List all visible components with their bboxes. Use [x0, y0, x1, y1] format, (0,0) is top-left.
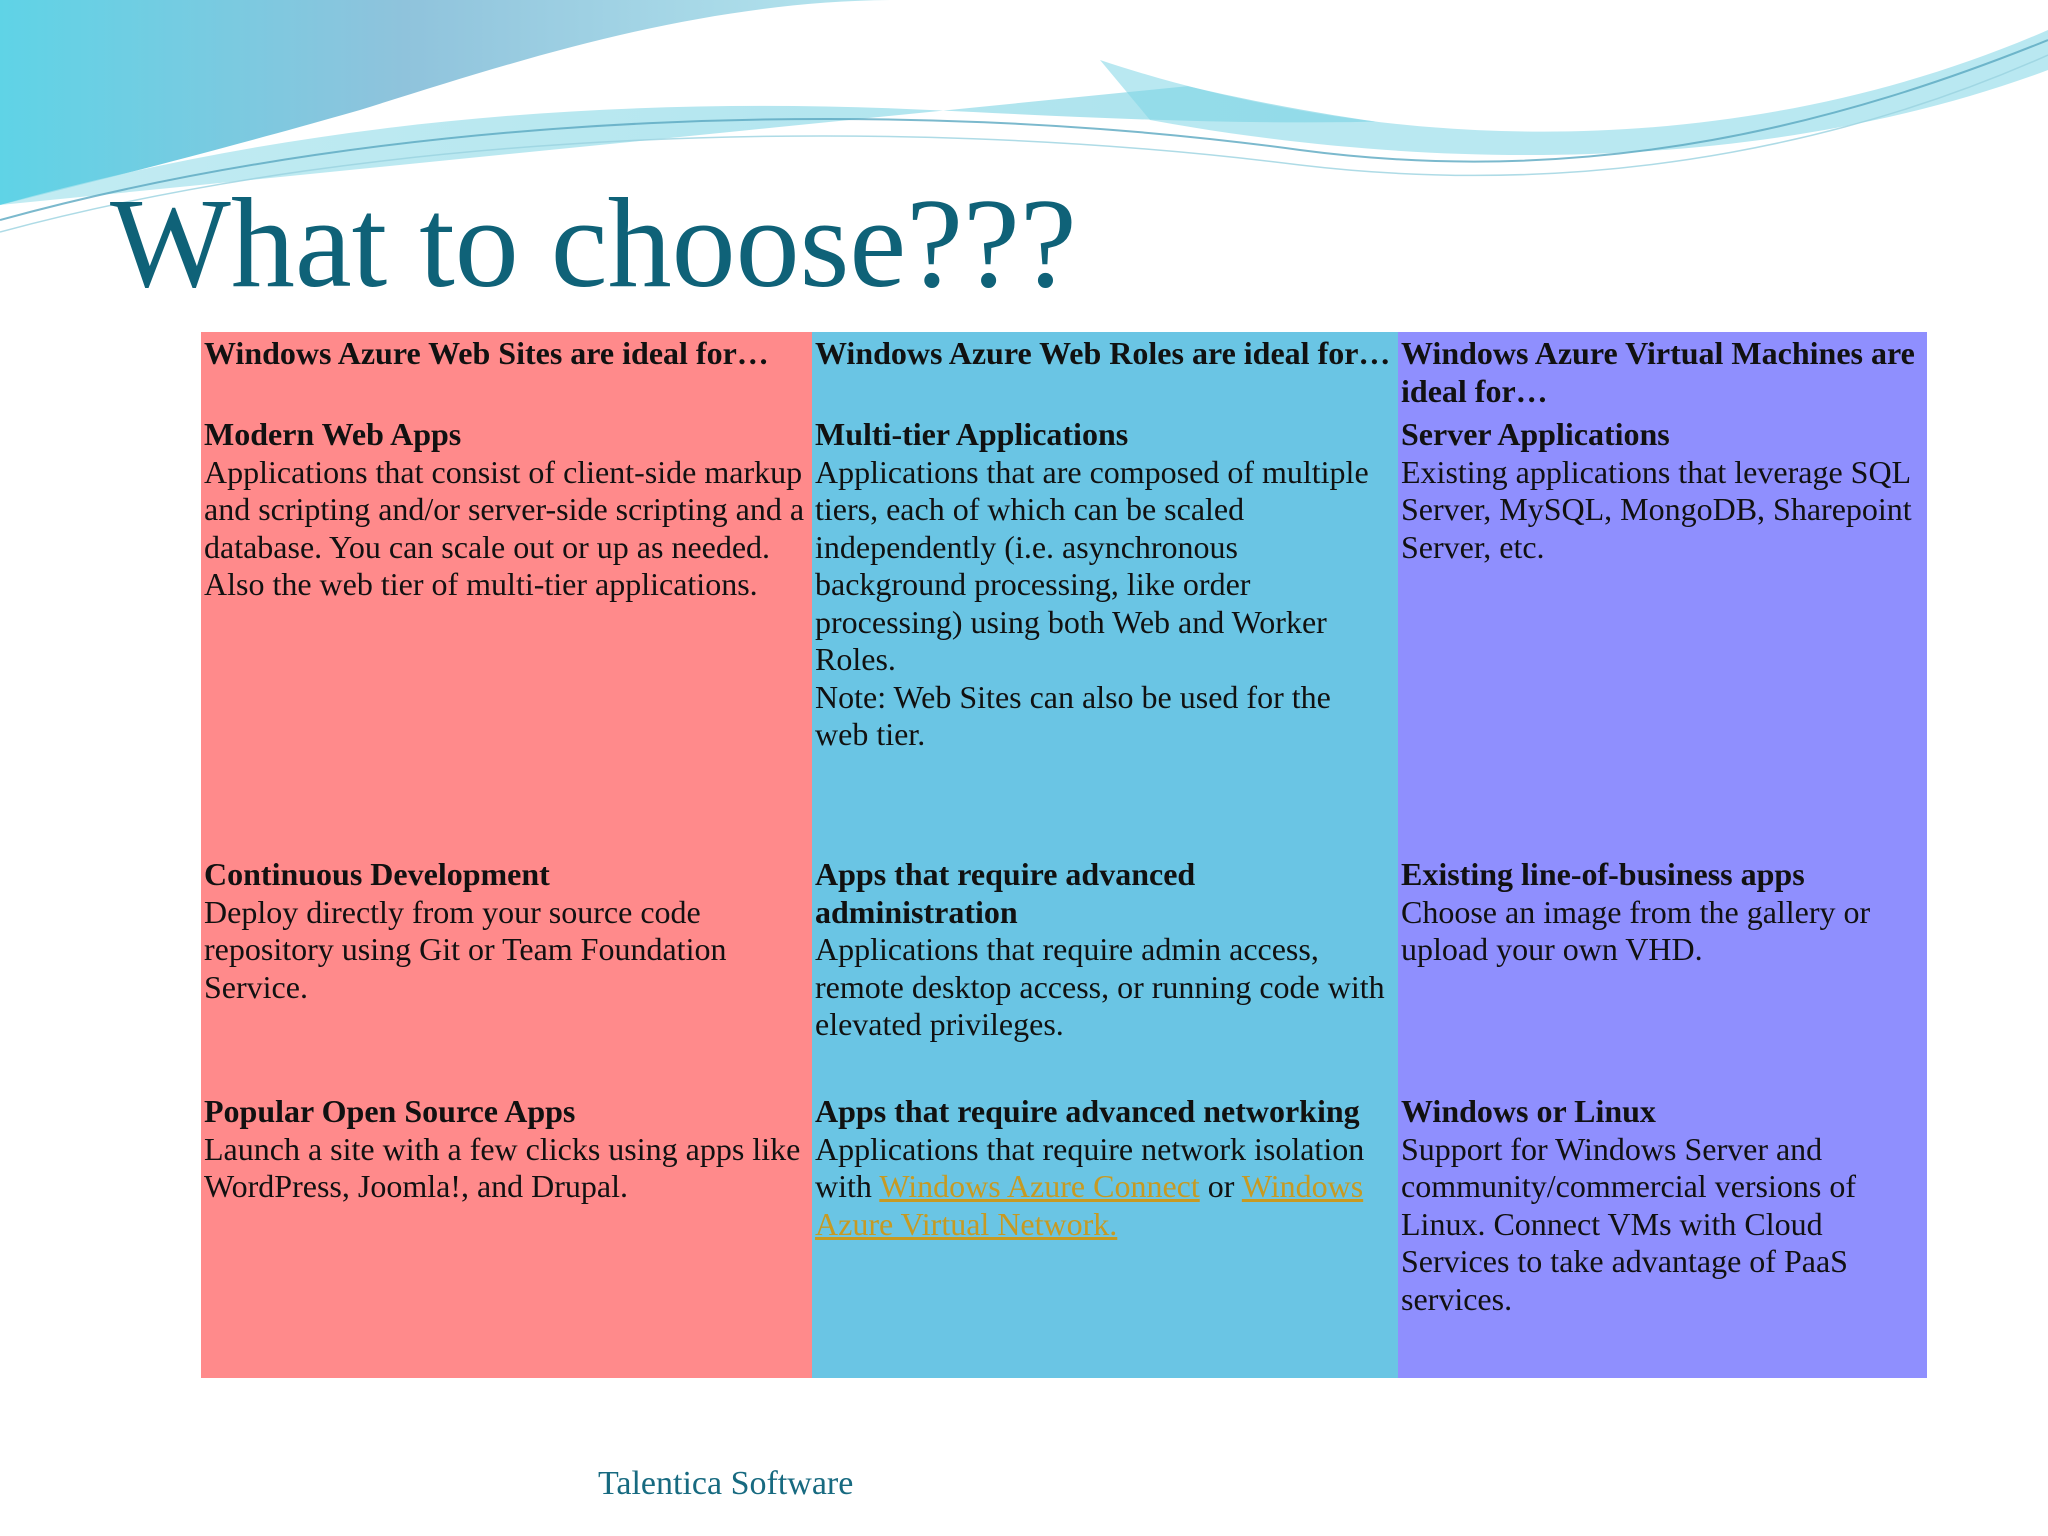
section-heading: Existing line-of-business apps — [1401, 856, 1805, 892]
section-continuous-development — [204, 856, 806, 1093]
section-body — [815, 1131, 1392, 1244]
section-body: Launch a site with a few clicks using apps like WordPress, Joomla!, and Drupal. — [204, 1130, 801, 1204]
column-web-roles — [812, 332, 1398, 1378]
section-body-connector: or — [1199, 1168, 1242, 1204]
windows-azure-connect-link[interactable]: Windows Azure Connect — [879, 1168, 1200, 1204]
section-body: Existing applications that leverage SQL Server, MySQL, MongoDB, Sharepoint Server, etc. — [1401, 453, 1912, 565]
section-advanced-administration — [815, 856, 1392, 1093]
section-heading: Popular Open Source Apps — [204, 1093, 576, 1129]
section-windows-or-linux — [1401, 1093, 1921, 1318]
section-open-source-apps — [204, 1093, 806, 1206]
column-header-web-roles: Windows Azure Web Roles are ideal for… — [815, 335, 1391, 371]
section-body: Applications that are composed of multiple tiers, each of which can be scaled independently (i.e. asynchronous background processing, like order processing) using both Web and Worker Roles. — [815, 453, 1369, 677]
column-header-web-sites: Windows Azure Web Sites are ideal for… — [204, 335, 769, 371]
section-body: Support for Windows Server and community/commercial versions of Linux. Connect VMs with Cloud Services to take advantage of PaaS services. — [1401, 1130, 1856, 1317]
section-heading: Server Applications — [1401, 416, 1670, 452]
footer-company-name: Talentica Software — [598, 1465, 854, 1502]
section-heading: Continuous Development — [204, 856, 550, 892]
section-heading: Modern Web Apps — [204, 416, 462, 452]
section-line-of-business-apps — [1401, 856, 1921, 1093]
slide-title: What to choose??? — [110, 172, 1077, 314]
section-advanced-networking — [815, 1093, 1392, 1243]
windows-azure-virtual-network-link[interactable]: Windows Azure Virtual Network. — [815, 1168, 1364, 1242]
comparison-table — [201, 332, 1927, 1378]
section-heading: Multi-tier Applications — [815, 416, 1129, 452]
section-body-note: Also the web tier of multi-tier applications. — [204, 566, 758, 602]
section-body-note: Note: Web Sites can also be used for the web tier. — [815, 678, 1331, 752]
section-body: Applications that consist of client-side markup and scripting and/or server-side scripting and a database. You can scale out or up as needed. — [204, 453, 805, 565]
column-web-sites — [201, 332, 812, 1378]
section-body-prefix: Applications that require network isolation with — [815, 1130, 1365, 1204]
section-heading: Apps that require advanced networking — [815, 1093, 1360, 1129]
column-virtual-machines — [1398, 332, 1927, 1378]
section-modern-web-apps — [204, 416, 806, 856]
section-heading: Apps that require advanced administration — [815, 856, 1196, 930]
section-multi-tier-applications — [815, 416, 1392, 856]
section-heading: Windows or Linux — [1401, 1093, 1656, 1129]
section-body: Applications that require admin access, remote desktop access, or running code with elevated privileges. — [815, 931, 1385, 1042]
section-server-applications — [1401, 416, 1921, 856]
section-body: Deploy directly from your source code repository using Git or Team Foundation Service. — [204, 893, 727, 1005]
section-body: Choose an image from the gallery or upload your own VHD. — [1401, 893, 1871, 967]
column-header-virtual-machines: Windows Azure Virtual Machines are ideal for… — [1401, 335, 1915, 409]
